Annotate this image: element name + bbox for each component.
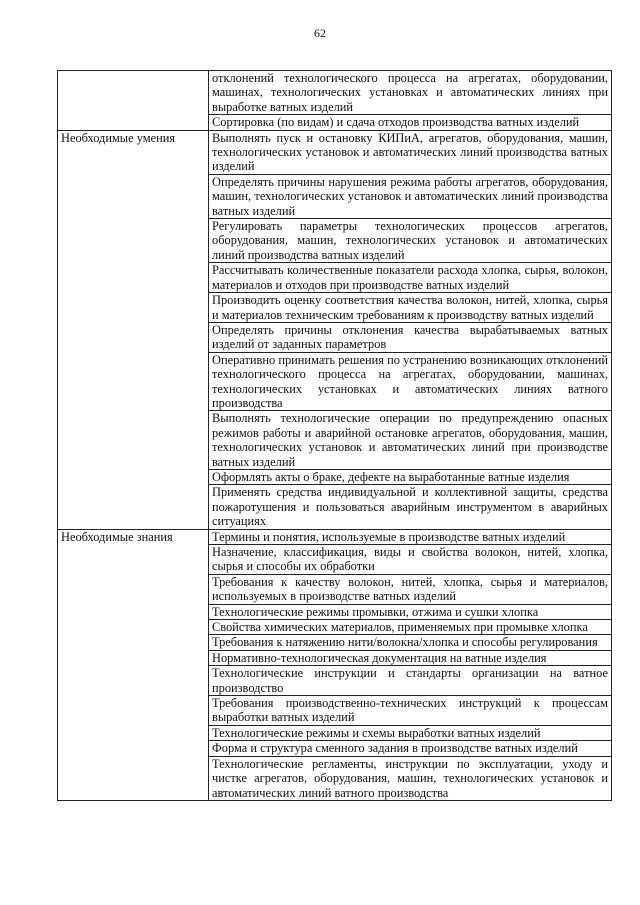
item-cell: отклонений технологического процесса на агрегатах, оборудовании, машинах, технологических установках и автоматических линиях при выработке ватных изделий [209, 71, 612, 115]
item-cell: Требования к натяжению нити/волокна/хлопка и способы регулирования [209, 635, 612, 650]
table-row [58, 529, 612, 544]
page-number: 62 [314, 26, 326, 40]
item-cell: Оформлять акты о браке, дефекте на выработанные ватные изделия [209, 469, 612, 484]
item-cell: Технологические регламенты, инструкции по эксплуатации, уходу и чистке агрегатов, оборудования, машин, технологических установок и автоматических линий ватного производства [209, 756, 612, 800]
item-cell: Определять причины отклонения качества вырабатываемых ватных изделий от заданных параметров [209, 322, 612, 352]
item-cell: Выполнять технологические операции по предупреждению опасных режимов работы и аварийной остановке агрегатов, оборудования, машин, технологических установок и автоматических линий при производстве ватных изделий [209, 411, 612, 470]
item-cell: Форма и структура сменного задания в производстве ватных изделий [209, 741, 612, 756]
item-cell: Требования производственно-технических инструкций к процессам выработки ватных изделий [209, 696, 612, 726]
item-cell: Технологические режимы и схемы выработки ватных изделий [209, 725, 612, 740]
item-cell: Требования к качеству волокон, нитей, хлопка, сырья и материалов, используемых в производстве ватных изделий [209, 574, 612, 604]
item-cell: Технологические режимы промывки, отжима и сушки хлопка [209, 604, 612, 619]
item-cell: Технологические инструкции и стандарты организации на ватное производство [209, 666, 612, 696]
item-cell: Рассчитывать количественные показатели расхода хлопка, сырья, волокон, материалов и отходов при производстве ватных изделий [209, 263, 612, 293]
item-cell: Сортировка (по видам) и сдача отходов производства ватных изделий [209, 115, 612, 130]
section-cell-knowledge: Необходимые знания [58, 529, 209, 800]
competency-table [57, 70, 612, 801]
item-cell: Определять причины нарушения режима работы агрегатов, оборудования, машин, технологических установок и автоматических линий производства ватных изделий [209, 174, 612, 218]
table-row [58, 130, 612, 174]
item-cell: Нормативно-технологическая документация на ватные изделия [209, 650, 612, 665]
item-cell: Применять средства индивидуальной и коллективной защиты, средства пожаротушения и пользоваться аварийным инструментом в аварийных ситуациях [209, 485, 612, 529]
section-cell-continued [58, 71, 209, 131]
item-cell: Свойства химических материалов, применяемых при промывке хлопка [209, 620, 612, 635]
item-cell: Выполнять пуск и остановку КИПиА, агрегатов, оборудования, машин, технологических установок и автоматических линий производства ватных изделий [209, 130, 612, 174]
item-cell: Оперативно принимать решения по устранению возникающих отклонений технологического процесса на агрегатах, оборудовании, машинах, технологических установках и автоматических линиях ватного производства [209, 352, 612, 411]
item-cell: Термины и понятия, используемые в производстве ватных изделий [209, 529, 612, 544]
item-cell: Производить оценку соответствия качества волокон, нитей, хлопка, сырья и материалов техническим требованиям к производству ватных изделий [209, 293, 612, 323]
section-cell-skills: Необходимые умения [58, 130, 209, 529]
item-cell: Регулировать параметры технологических процессов агрегатов, оборудования, машин, технологических установок и автоматических линий производства ватных изделий [209, 219, 612, 263]
table-row [58, 71, 612, 115]
item-cell: Назначение, классификация, виды и свойства волокон, нитей, хлопка, сырья и способы их обработки [209, 545, 612, 575]
